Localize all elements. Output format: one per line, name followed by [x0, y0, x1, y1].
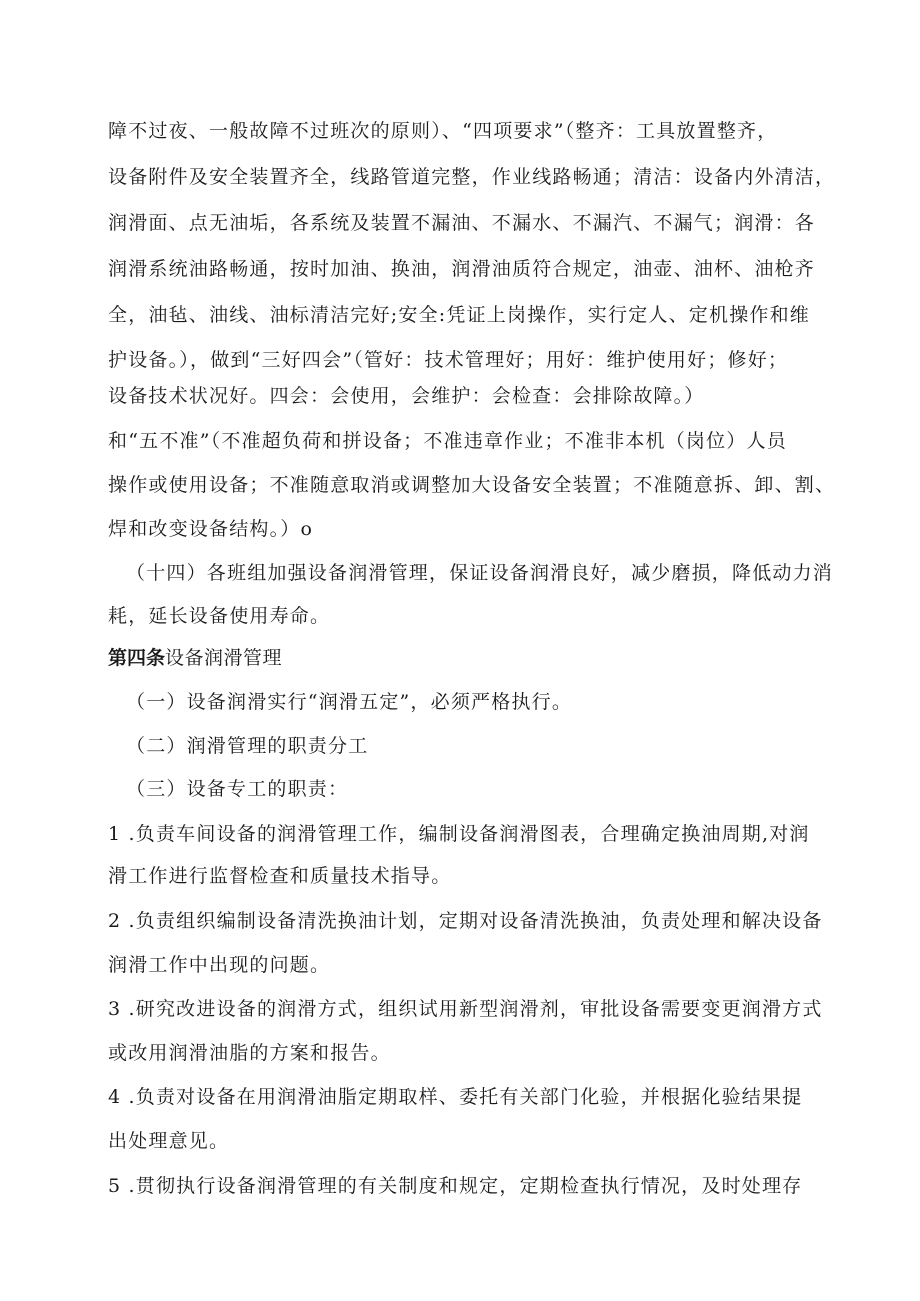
body-text-line: 润滑工作中出现的问题。	[108, 954, 331, 976]
body-text-line: 或改用润滑油脂的方案和报告。	[108, 1042, 391, 1064]
body-text-line: 障不过夜、一般故障不过班次的原则）、“四项要求”（整齐：工具放置整齐，	[108, 120, 778, 142]
body-text-line: 设备技术状况好。四会：会使用，会维护：会检查：会排除故障。）	[108, 385, 705, 407]
article-number: 第四条	[108, 647, 166, 669]
body-text-line: 操作或使用设备；不准随意取消或调整加大设备安全装置；不准随意拆、卸、割、	[108, 474, 836, 496]
body-text-line: 和“五不准”（不准超负荷和拼设备；不准违章作业；不准非本机（岗位）人员	[108, 430, 787, 452]
duty-item-4: 4 .负责对设备在用润滑油脂定期取样、委托有关部门化验，并根据化验结果提	[108, 1086, 803, 1108]
body-text-line: 设备附件及安全装置齐全，线路管道完整，作业线路畅通；清洁：设备内外清洁，	[108, 166, 836, 188]
sub-clause-2: （二）润滑管理的职责分工	[126, 735, 369, 757]
article-title: 设备润滑管理	[165, 647, 283, 669]
sub-clause-1: （一）设备润滑实行“润滑五定”，必须严格执行。	[126, 691, 573, 713]
sub-clause-3: （三）设备专工的职责：	[126, 778, 349, 800]
body-text-line: 焊和改变设备结构。）o	[108, 518, 314, 540]
duty-item-2: 2 .负责组织编制设备清洗换油计划，定期对设备清洗换油，负责处理和解决设备	[108, 910, 823, 932]
duty-item-1: 1 .负责车间设备的润滑管理工作，编制设备润滑图表，合理确定换油周期,对润	[108, 823, 810, 845]
body-text-line: 出处理意见。	[108, 1130, 230, 1152]
duty-item-3: 3 .研究改进设备的润滑方式，组织试用新型润滑剂，审批设备需要变更润滑方式	[108, 998, 823, 1020]
body-text-line: 润滑面、点无油垢，各系统及装置不漏油、不漏水、不漏汽、不漏气；润滑：各	[108, 212, 816, 234]
body-text-line: 护设备。），做到“三好四会”（管好：技术管理好；用好：维护使用好；修好；	[108, 349, 789, 371]
body-text-line: 耗，延长设备使用寿命。	[108, 605, 331, 627]
clause-14-text: （十四）各班组加强设备润滑管理，保证设备润滑良好，减少磨损，降低动力消	[126, 562, 834, 584]
duty-item-5: 5 .贯彻执行设备润滑管理的有关制度和规定，定期检查执行情况，及时处理存	[108, 1175, 803, 1197]
body-text-line: 全，油毡、油线、油标清洁完好;安全:凭证上岗操作，实行定人、定机操作和维	[108, 304, 811, 326]
article-4-heading	[108, 646, 282, 670]
body-text-line: 润滑系统油路畅通，按时加油、换油，润滑油质符合规定，油壶、油杯、油枪齐	[108, 258, 816, 280]
body-text-line: 滑工作进行监督检查和质量技术指导。	[108, 865, 452, 887]
